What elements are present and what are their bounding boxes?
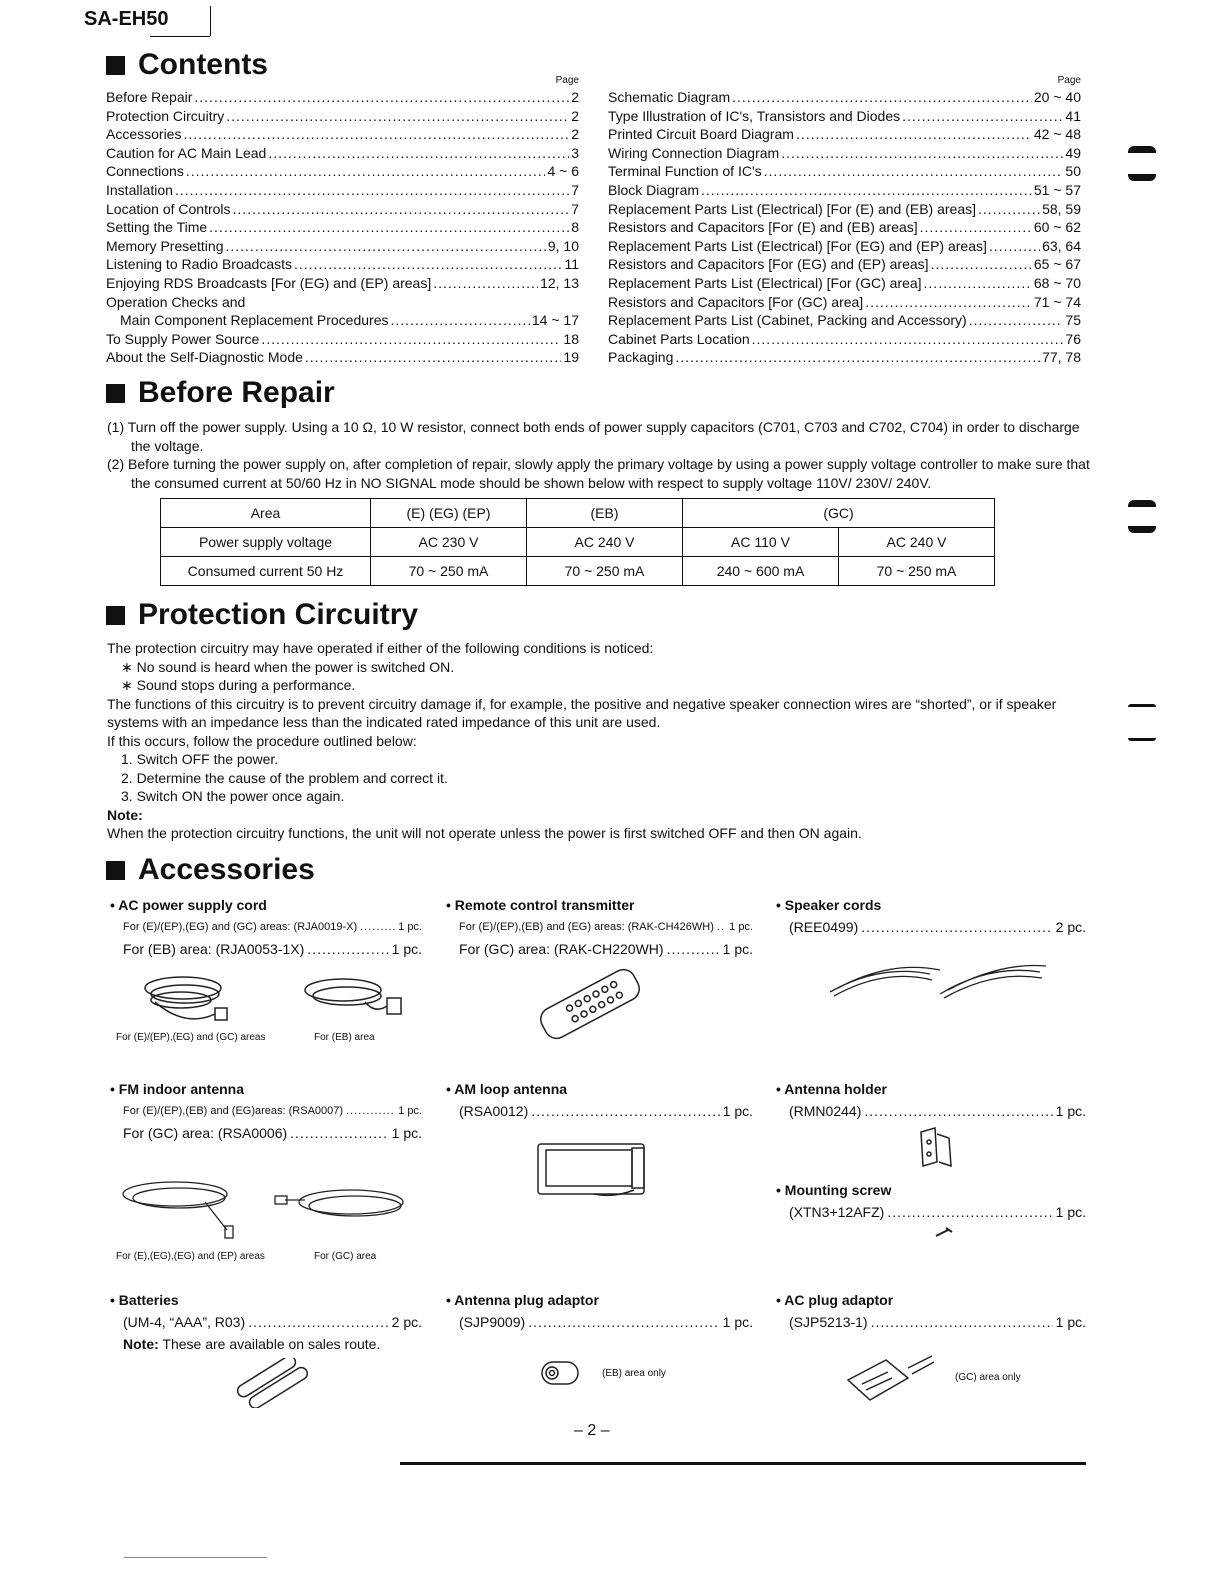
toc-entry-label: Installation <box>106 181 173 198</box>
table-cell: Power supply voltage <box>161 528 371 557</box>
toc-entry <box>608 162 1081 181</box>
toc-entry-page: 7 <box>571 200 579 217</box>
accessory-fm-antenna <box>110 1078 422 1144</box>
toc-entry-page: 60 ~ 62 <box>1033 219 1081 236</box>
toc-entry <box>106 144 579 163</box>
toc-leader-dots <box>675 348 1040 367</box>
toc-entry-label: Wiring Connection Diagram <box>608 144 780 161</box>
toc-entry-label: Terminal Function of IC's <box>608 163 762 180</box>
protection-text: The functions of this circuitry is to prevent circuitry damage if, for example, the positive and negative speaker connection wires are “shorted”, or if speaker systems with an impedance less than the indicated rated impedance of this unit are used. <box>107 695 1057 730</box>
fm-caption-1: For (E),(EG),(EG) and (EP) areas <box>116 1251 265 1262</box>
ac-adaptor-caption: (GC) area only <box>955 1372 1021 1383</box>
remote-control-illustration <box>530 964 650 1044</box>
accessory-mounting-screw <box>776 1179 1086 1223</box>
table-row <box>161 528 995 557</box>
toc-leader-dots <box>390 311 529 330</box>
toc-entry-label: Connections <box>106 163 184 180</box>
toc-entry <box>608 348 1081 367</box>
accessory-batteries <box>110 1289 422 1355</box>
accessory-line: For (E)/(EP),(EB) and (EG) areas: (RAK-CH426WH) ..... 1 pc. <box>446 916 753 938</box>
toc-page-label: Page <box>1057 75 1081 86</box>
protection-follow: If this occurs, follow the procedure outlined below: <box>107 732 417 749</box>
protection-note: When the protection circuitry functions, the unit will not operate unless the power is first switched OFF and then ON again. <box>107 825 862 841</box>
accessory-title: • AC power supply cord <box>110 897 267 913</box>
protection-note-label: Note: <box>107 806 143 823</box>
fm-antenna-illustration <box>115 1172 415 1240</box>
toc-entry <box>608 255 1081 274</box>
table-row <box>161 557 995 586</box>
footer-blue-rule <box>124 1557 267 1558</box>
toc-entry-label: Caution for AC Main Lead <box>106 144 267 161</box>
toc-leader-dots <box>294 255 562 274</box>
toc-entry-label: Main Component Replacement Procedures <box>120 312 389 329</box>
table-cell: AC 230 V <box>371 528 527 557</box>
toc-entry <box>608 293 1081 312</box>
accessory-line: For (GC) area: (RSA0006) ..... 1 pc. <box>110 1122 422 1144</box>
toc-entry-page: 76 <box>1065 330 1081 347</box>
table-cell: AC 240 V <box>839 528 995 557</box>
ac-cord-caption-1: For (E)/(EP),(EG) and (GC) areas <box>116 1032 266 1043</box>
ac-plug-adaptor-illustration <box>842 1350 938 1406</box>
toc-entry <box>106 200 579 219</box>
toc-entry <box>106 293 579 312</box>
binding-mark <box>1128 704 1156 707</box>
toc-right-column <box>608 75 1081 367</box>
heading-square-icon <box>106 861 125 880</box>
toc-entry-page: 41 <box>1065 107 1081 124</box>
toc-leader-dots <box>865 293 1032 312</box>
binding-mark <box>1128 500 1156 507</box>
toc-leader-dots <box>226 107 569 126</box>
heading-square-icon <box>106 384 125 403</box>
accessory-antenna-holder <box>776 1078 1086 1122</box>
protection-step: 1. Switch OFF the power. <box>121 751 279 767</box>
accessory-line: For (E)/(EP),(EG) and (GC) areas: (RJA0019-X) ..... 1 pc. <box>110 916 422 938</box>
toc-entry-page: 2 <box>571 107 579 124</box>
table-cell: (E) (EG) (EP) <box>371 499 527 528</box>
toc-entry <box>608 274 1081 293</box>
toc-entry-label: Resistors and Capacitors [For (E) and (EB) areas] <box>608 219 918 236</box>
toc-entry-page: 58, 59 <box>1042 200 1081 217</box>
toc-leader-dots <box>305 348 562 367</box>
toc-entry-label: Replacement Parts List (Electrical) [For (EG) and (EP) areas] <box>608 237 987 254</box>
toc-entry-label: Replacement Parts List (Electrical) [For (GC) area] <box>608 274 922 291</box>
toc-entry-page: 2 <box>571 89 579 105</box>
ac-cord-illustration <box>125 968 415 1030</box>
toc-entry-page: 51 ~ 57 <box>1033 181 1081 198</box>
toc-leader-dots <box>183 125 569 144</box>
toc-entry <box>106 125 579 144</box>
toc-leader-dots <box>969 311 1064 330</box>
toc-entry <box>608 88 1081 107</box>
binding-mark <box>1128 738 1156 741</box>
toc-entry-page: 75 <box>1065 312 1081 329</box>
accessories-title: Accessories <box>138 853 315 886</box>
protection-title: Protection Circuitry <box>138 598 419 631</box>
toc-leader-dots <box>194 88 569 107</box>
protection-condition: ∗ Sound stops during a performance. <box>121 677 356 693</box>
toc-leader-dots <box>989 237 1040 256</box>
toc-entry-page: 4 ~ 6 <box>547 163 579 180</box>
toc-leader-dots <box>209 218 569 237</box>
accessory-line: For (EB) area: (RJA0053-1X) ..... 1 pc. <box>110 938 422 960</box>
toc-entry-page: 20 ~ 40 <box>1033 89 1081 105</box>
toc-entry-label: Cabinet Parts Location <box>608 330 750 347</box>
toc-entry <box>608 311 1081 330</box>
power-supply-table <box>160 498 995 586</box>
before-repair-step-1: (1) Turn off the power supply. Using a 10 Ω, 10 W resistor, connect both ends of power supply capacitors (C701, C703 and C702, C704) in order to discharge the voltage. <box>107 419 1080 454</box>
toc-leader-dots <box>732 88 1032 107</box>
toc-entry <box>608 200 1081 219</box>
before-repair-title: Before Repair <box>138 376 335 409</box>
toc-entry <box>106 274 579 293</box>
protection-step: 2. Determine the cause of the problem and correct it. <box>121 769 448 786</box>
accessory-speaker-cords <box>776 894 1086 938</box>
toc-entry <box>608 330 1081 349</box>
heading-square-icon <box>106 606 125 625</box>
accessory-line: (UM-4, “AAA”, R03) ..... 2 pc. <box>110 1311 422 1333</box>
toc-entry-label: Printed Circuit Board Diagram <box>608 126 794 143</box>
accessory-title: • FM indoor antenna <box>110 1081 245 1097</box>
toc-leader-dots <box>701 181 1032 200</box>
table-cell: AC 240 V <box>527 528 683 557</box>
toc-entry <box>106 330 579 349</box>
table-cell: 70 ~ 250 mA <box>527 557 683 586</box>
toc-entry-label: Protection Circuitry <box>106 107 225 124</box>
model-number: SA-EH50 <box>84 8 169 30</box>
toc-leader-dots <box>902 107 1063 126</box>
toc-page-label: Page <box>555 75 579 86</box>
table-cell: AC 110 V <box>683 528 839 557</box>
toc-entry-page: 18 <box>563 330 579 347</box>
toc-entry <box>106 237 579 256</box>
accessory-title: • Speaker cords <box>776 897 882 913</box>
toc-entry <box>608 125 1081 144</box>
toc-leader-dots <box>931 255 1032 274</box>
toc-leader-dots <box>796 125 1032 144</box>
toc-entry-page: 50 <box>1065 163 1081 180</box>
toc-entry-page: 71 ~ 74 <box>1033 293 1081 310</box>
protection-body <box>107 639 1092 843</box>
before-repair-heading <box>106 376 335 410</box>
toc-leader-dots <box>268 144 569 163</box>
protection-condition: ∗ No sound is heard when the power is switched ON. <box>121 658 455 675</box>
toc-entry-label: About the Self-Diagnostic Mode <box>106 349 303 366</box>
accessory-title: • Batteries <box>110 1292 179 1308</box>
toc-entry-label: Listening to Radio Broadcasts <box>106 256 292 273</box>
accessory-am-antenna <box>446 1078 753 1122</box>
accessory-ac-cord <box>110 894 422 960</box>
binding-mark <box>1128 526 1156 533</box>
table-cell: Consumed current 50 Hz <box>161 557 371 586</box>
accessory-title: • AM loop antenna <box>446 1081 568 1097</box>
plug-adaptor-caption: (EB) area only <box>602 1368 666 1379</box>
toc-leader-dots <box>261 330 561 349</box>
protection-heading <box>106 598 418 632</box>
antenna-plug-adaptor-illustration <box>538 1358 582 1388</box>
toc-entry-label: Memory Presetting <box>106 237 224 254</box>
accessory-line: (XTN3+12AFZ) ..... 1 pc. <box>776 1201 1086 1223</box>
accessory-title: • AC plug adaptor <box>776 1292 894 1308</box>
toc-entry-label: Enjoying RDS Broadcasts [For (EG) and (EP) areas] <box>106 274 432 291</box>
accessory-remote <box>446 894 753 960</box>
accessories-heading <box>106 853 315 887</box>
toc-entry-label: Replacement Parts List (Cabinet, Packing and Accessory) <box>608 312 967 329</box>
toc-entry-page: 2 <box>571 126 579 143</box>
am-antenna-illustration <box>534 1130 654 1200</box>
toc-entry-label: Block Diagram <box>608 181 700 198</box>
screw-icon <box>934 1226 954 1240</box>
toc-entry <box>106 107 579 126</box>
toc-entry-label: Type Illustration of IC's, Transistors and Diodes <box>608 107 901 124</box>
protection-step: 3. Switch ON the power once again. <box>121 788 345 804</box>
accessory-antenna-plug-adaptor <box>446 1289 753 1333</box>
toc-leader-dots <box>920 218 1032 237</box>
toc-leader-dots <box>225 237 545 256</box>
accessory-title: • Antenna holder <box>776 1081 887 1097</box>
toc-entry <box>106 348 579 367</box>
accessory-title: • Antenna plug adaptor <box>446 1292 599 1308</box>
toc-entry-page: 3 <box>571 144 579 161</box>
table-cell: 70 ~ 250 mA <box>371 557 527 586</box>
table-header-row <box>161 499 995 528</box>
toc-entry-label: Replacement Parts List (Electrical) [For (E) and (EB) areas] <box>608 200 977 217</box>
toc-entry <box>608 144 1081 163</box>
header-underline <box>150 36 210 37</box>
toc-entry-page: 63, 64 <box>1042 237 1081 254</box>
toc-entry-label: Schematic Diagram <box>608 89 731 105</box>
toc-entry-label: Location of Controls <box>106 200 231 217</box>
table-cell: Area <box>161 499 371 528</box>
toc-leader-dots <box>175 181 569 200</box>
toc-entry <box>106 162 579 181</box>
toc-leader-dots <box>924 274 1032 293</box>
speaker-cords-illustration <box>820 954 1050 1004</box>
table-cell: 70 ~ 250 mA <box>839 557 995 586</box>
toc-entry-label: Resistors and Capacitors [For (GC) area] <box>608 293 864 310</box>
toc-left-column <box>106 75 579 367</box>
toc-entry-page: 8 <box>571 219 579 236</box>
accessory-line: (RMN0244) ..... 1 pc. <box>776 1100 1086 1122</box>
toc-entry <box>106 311 579 330</box>
accessory-ac-plug-adaptor <box>776 1289 1086 1333</box>
toc-entry-page: 68 ~ 70 <box>1033 274 1081 291</box>
toc-entry-label: Accessories <box>106 126 182 143</box>
protection-intro: The protection circuitry may have operated if either of the following conditions is noticed: <box>107 640 654 656</box>
toc-leader-dots <box>752 330 1064 349</box>
toc-leader-dots <box>781 144 1063 163</box>
fm-caption-2: For (GC) area <box>314 1251 377 1262</box>
table-cell: 240 ~ 600 mA <box>683 557 839 586</box>
toc-entry-page: 11 <box>564 256 579 273</box>
toc-entry <box>106 88 579 107</box>
accessory-line: (SJP5213-1) ..... 1 pc. <box>776 1311 1086 1333</box>
toc-entry-label: To Supply Power Source <box>106 330 260 347</box>
toc-entry-label: Resistors and Capacitors [For (EG) and (EP) areas] <box>608 256 929 273</box>
toc-entry-page: 9, 10 <box>547 237 579 254</box>
binding-mark <box>1128 174 1156 181</box>
toc-leader-dots <box>978 200 1040 219</box>
toc-leader-dots <box>764 162 1064 181</box>
binding-mark <box>1128 146 1156 153</box>
accessory-line: (RSA0012) ..... 1 pc. <box>446 1100 753 1122</box>
contents-title: Contents <box>138 48 268 81</box>
toc-entry-page: 19 <box>563 349 579 366</box>
batteries-illustration <box>228 1358 318 1408</box>
toc-entry <box>608 107 1081 126</box>
toc-entry <box>106 218 579 237</box>
toc-leader-dots <box>433 274 538 293</box>
footer-rule <box>400 1462 1086 1465</box>
accessory-title: • Mounting screw <box>776 1182 892 1198</box>
page-number: – 2 – <box>574 1422 610 1439</box>
toc-entry-page: 12, 13 <box>540 274 579 291</box>
toc-entry <box>608 218 1081 237</box>
toc-entry-page: 7 <box>571 181 579 198</box>
toc-leader-dots <box>186 162 546 181</box>
toc-entry-label: Setting the Time <box>106 219 208 236</box>
accessory-title: • Remote control transmitter <box>446 897 635 913</box>
ac-cord-caption-2: For (EB) area <box>314 1032 375 1043</box>
before-repair-steps <box>107 418 1097 492</box>
toc-entry-label: Operation Checks and <box>106 293 246 310</box>
batteries-note: Note: These are available on sales route. <box>123 1336 381 1352</box>
accessory-line: For (GC) area: (RAK-CH220WH) ..... 1 pc. <box>446 938 753 960</box>
toc-entry <box>106 255 579 274</box>
accessory-line: (SJP9009) ..... 1 pc. <box>446 1311 753 1333</box>
toc-entry <box>608 237 1081 256</box>
toc-entry <box>608 181 1081 200</box>
accessory-line: (REE0499) ..... 2 pc. <box>776 916 1086 938</box>
table-cell: (GC) <box>683 499 995 528</box>
toc-entry-label: Before Repair <box>106 89 193 105</box>
toc-entry-page: 14 ~ 17 <box>531 312 579 329</box>
toc-leader-dots <box>233 200 570 219</box>
toc-entry-page: 49 <box>1065 144 1081 161</box>
toc-entry <box>106 181 579 200</box>
toc-entry-page: 77, 78 <box>1042 349 1081 366</box>
before-repair-step-2: (2) Before turning the power supply on, after completion of repair, slowly apply the primary voltage by using a power supply voltage controller to make sure that the consumed current at 50/60 Hz in NO SIGNAL mode should be shown below with respect to supply voltage 110V/ 230V/ 240V. <box>107 456 1090 491</box>
toc-entry-label: Packaging <box>608 349 674 366</box>
toc-entry-page: 42 ~ 48 <box>1033 126 1081 143</box>
toc-entry-page: 65 ~ 67 <box>1033 256 1081 273</box>
accessory-line: For (E)/(EP),(EB) and (EG)areas: (RSA0007) ..... 1 pc. <box>110 1100 422 1122</box>
table-cell: (EB) <box>527 499 683 528</box>
header-rule <box>210 6 211 36</box>
antenna-holder-illustration <box>915 1124 957 1170</box>
